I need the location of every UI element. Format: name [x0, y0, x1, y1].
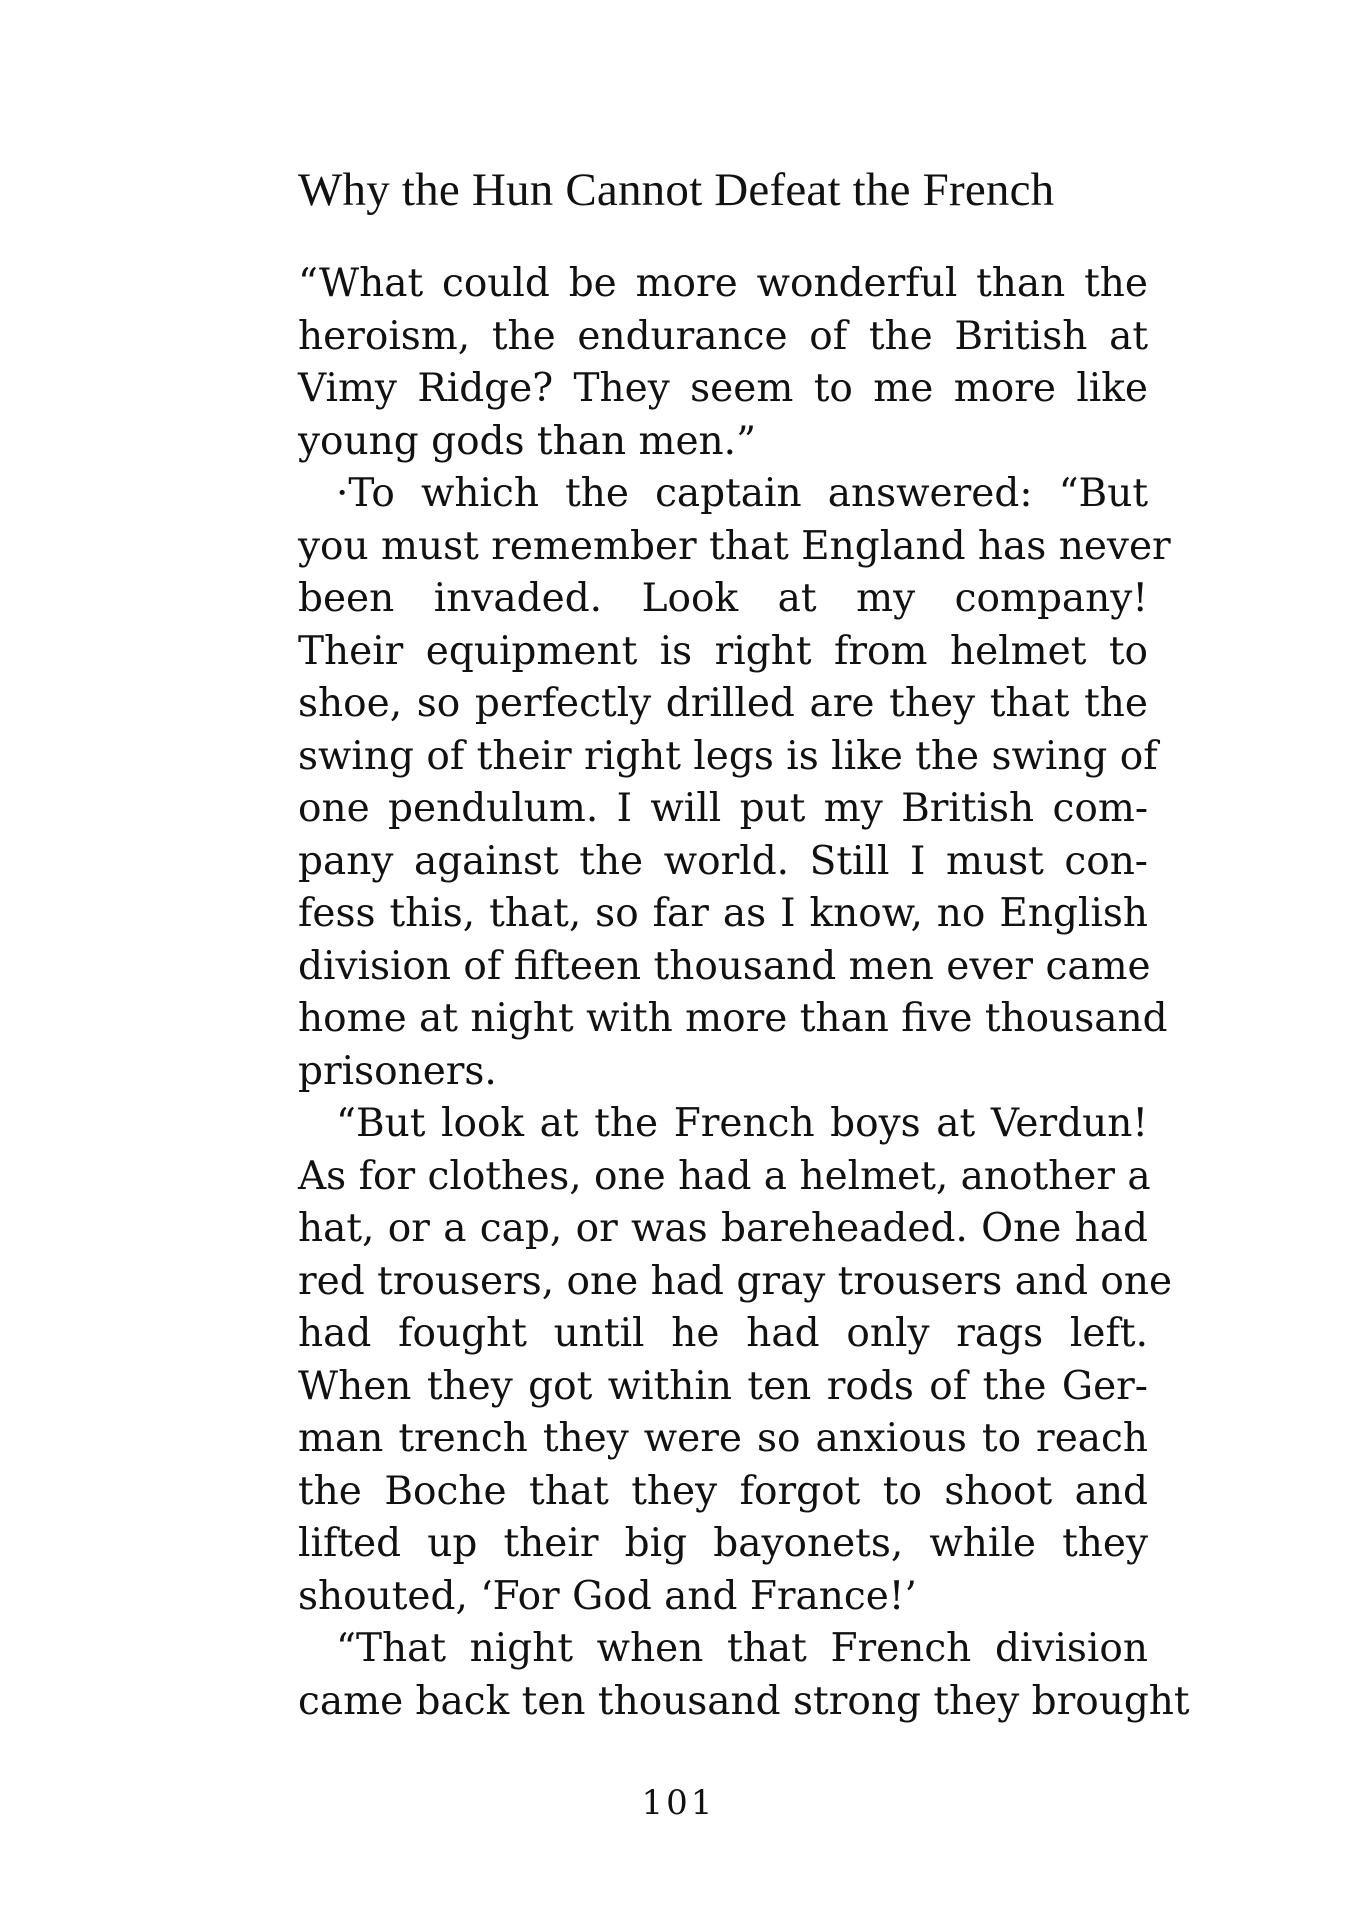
- body-text: [298, 258, 1190, 1728]
- text-line: lifted up their big bayonets, while they: [298, 1521, 1148, 1566]
- text-line: ·To which the captain answered: “But: [336, 471, 1148, 516]
- text-line: fess this, that, so far as I know, no English: [298, 891, 1148, 936]
- text-line: “But look at the French boys at Verdun!: [336, 1101, 1148, 1146]
- text-line: “That night when that French division: [336, 1626, 1148, 1671]
- text-line: “What could be more wonderful than the: [298, 261, 1148, 306]
- running-head: Why the Hun Cannot Defeat the French: [298, 164, 1055, 216]
- text-line: young gods than men.”: [298, 418, 757, 464]
- text-line: hat, or a cap, or was bareheaded. One had: [298, 1206, 1148, 1251]
- page-number: 101: [641, 1783, 716, 1823]
- text-line: you must remember that England has never: [298, 523, 1171, 569]
- text-line: As for clothes, one had a helmet, another a: [298, 1153, 1151, 1199]
- text-line: had fought until he had only rags left.: [298, 1311, 1148, 1356]
- text-line: Vimy Ridge? They seem to me more like: [298, 366, 1148, 411]
- text-line: shouted, ‘For God and France!’: [298, 1573, 917, 1619]
- text-line: the Boche that they forgot to shoot and: [298, 1468, 1148, 1514]
- text-line: Their equipment is right from helmet to: [298, 628, 1148, 674]
- text-line: When they got within ten rods of the Ger-: [298, 1363, 1148, 1409]
- text-line: swing of their right legs is like the swing of: [298, 733, 1158, 779]
- text-line: red trousers, one had gray trousers and one: [298, 1258, 1173, 1304]
- text-line: home at night with more than five thousand: [298, 996, 1168, 1041]
- text-line: shoe, so perfectly drilled are they that the: [298, 681, 1148, 726]
- text-line: one pendulum. I will put my British com-: [298, 786, 1148, 831]
- text-line: heroism, the endurance of the British at: [298, 313, 1148, 359]
- text-line: been invaded. Look at my company!: [298, 576, 1148, 621]
- text-line: came back ten thousand strong they brought: [298, 1678, 1190, 1724]
- text-line: division of fifteen thousand men ever came: [298, 943, 1151, 989]
- text-line: pany against the world. Still I must con-: [298, 838, 1148, 884]
- text-line: man trench they were so anxious to reach: [298, 1416, 1148, 1461]
- text-line: prisoners.: [298, 1048, 497, 1094]
